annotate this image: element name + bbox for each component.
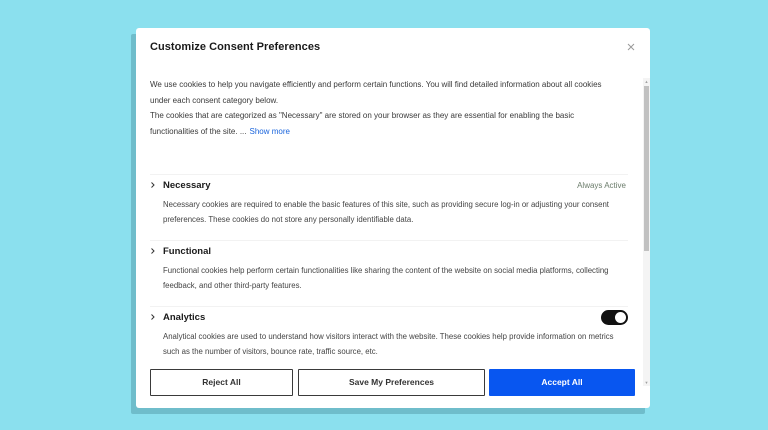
toggle-knob (615, 312, 626, 323)
chevron-right-icon[interactable] (150, 247, 156, 255)
chevron-right-icon[interactable] (150, 181, 156, 189)
chevron-right-icon[interactable] (150, 313, 156, 321)
modal-header (136, 28, 650, 68)
section-title: Functional (163, 246, 212, 257)
modal-footer (136, 368, 650, 408)
section-description: Necessary cookies are required to enable the basic features of this site, such as providing secure log-in or adjusting your consent preferences. These cookies do not store any personally identifiable data. (163, 200, 609, 224)
section-analytics (150, 306, 628, 359)
section-title: Necessary (163, 180, 211, 191)
intro-line-2: The cookies that are categorized as "Necessary" are stored on your browser as they are essential for enabling the basic functionalities of the site. ... Show more (150, 111, 575, 136)
section-header-necessary[interactable] (150, 175, 628, 197)
show-more-link[interactable]: Show more (249, 126, 290, 136)
accept-all-button[interactable]: Accept All (489, 369, 635, 396)
scrollbar[interactable] (643, 78, 650, 386)
save-preferences-button[interactable]: Save My Preferences (298, 369, 485, 396)
scroll-down-arrow-icon[interactable]: ▼ (644, 380, 649, 385)
section-description: Functional cookies help perform certain functionalities like sharing the content of the website on social media platforms, collecting feedback, and other third-party features. (163, 266, 609, 290)
close-icon (626, 42, 636, 52)
scrollbar-thumb[interactable] (644, 86, 649, 251)
close-button[interactable] (626, 42, 636, 52)
modal-body (136, 68, 650, 386)
section-title: Analytics (163, 312, 206, 323)
section-functional (150, 240, 628, 293)
intro-line-1: We use cookies to help you navigate efficiently and perform certain functions. You will find detailed information about all cookies under each consent category below. (150, 80, 602, 105)
consent-preferences-modal (136, 28, 650, 408)
section-necessary (150, 174, 628, 227)
section-description: Analytical cookies are used to understand how visitors interact with the website. These cookies help provide information on metrics such as the number of visitors, bounce rate, traffic source, etc. (163, 332, 614, 356)
section-header-functional[interactable] (150, 241, 628, 263)
reject-all-button[interactable]: Reject All (150, 369, 293, 396)
analytics-toggle[interactable] (601, 310, 628, 325)
always-active-label: Always Active (577, 181, 626, 190)
modal-title: Customize Consent Preferences (150, 41, 321, 53)
section-header-analytics[interactable] (150, 307, 628, 329)
intro-text (150, 77, 620, 139)
scroll-up-arrow-icon[interactable]: ▲ (644, 79, 649, 84)
